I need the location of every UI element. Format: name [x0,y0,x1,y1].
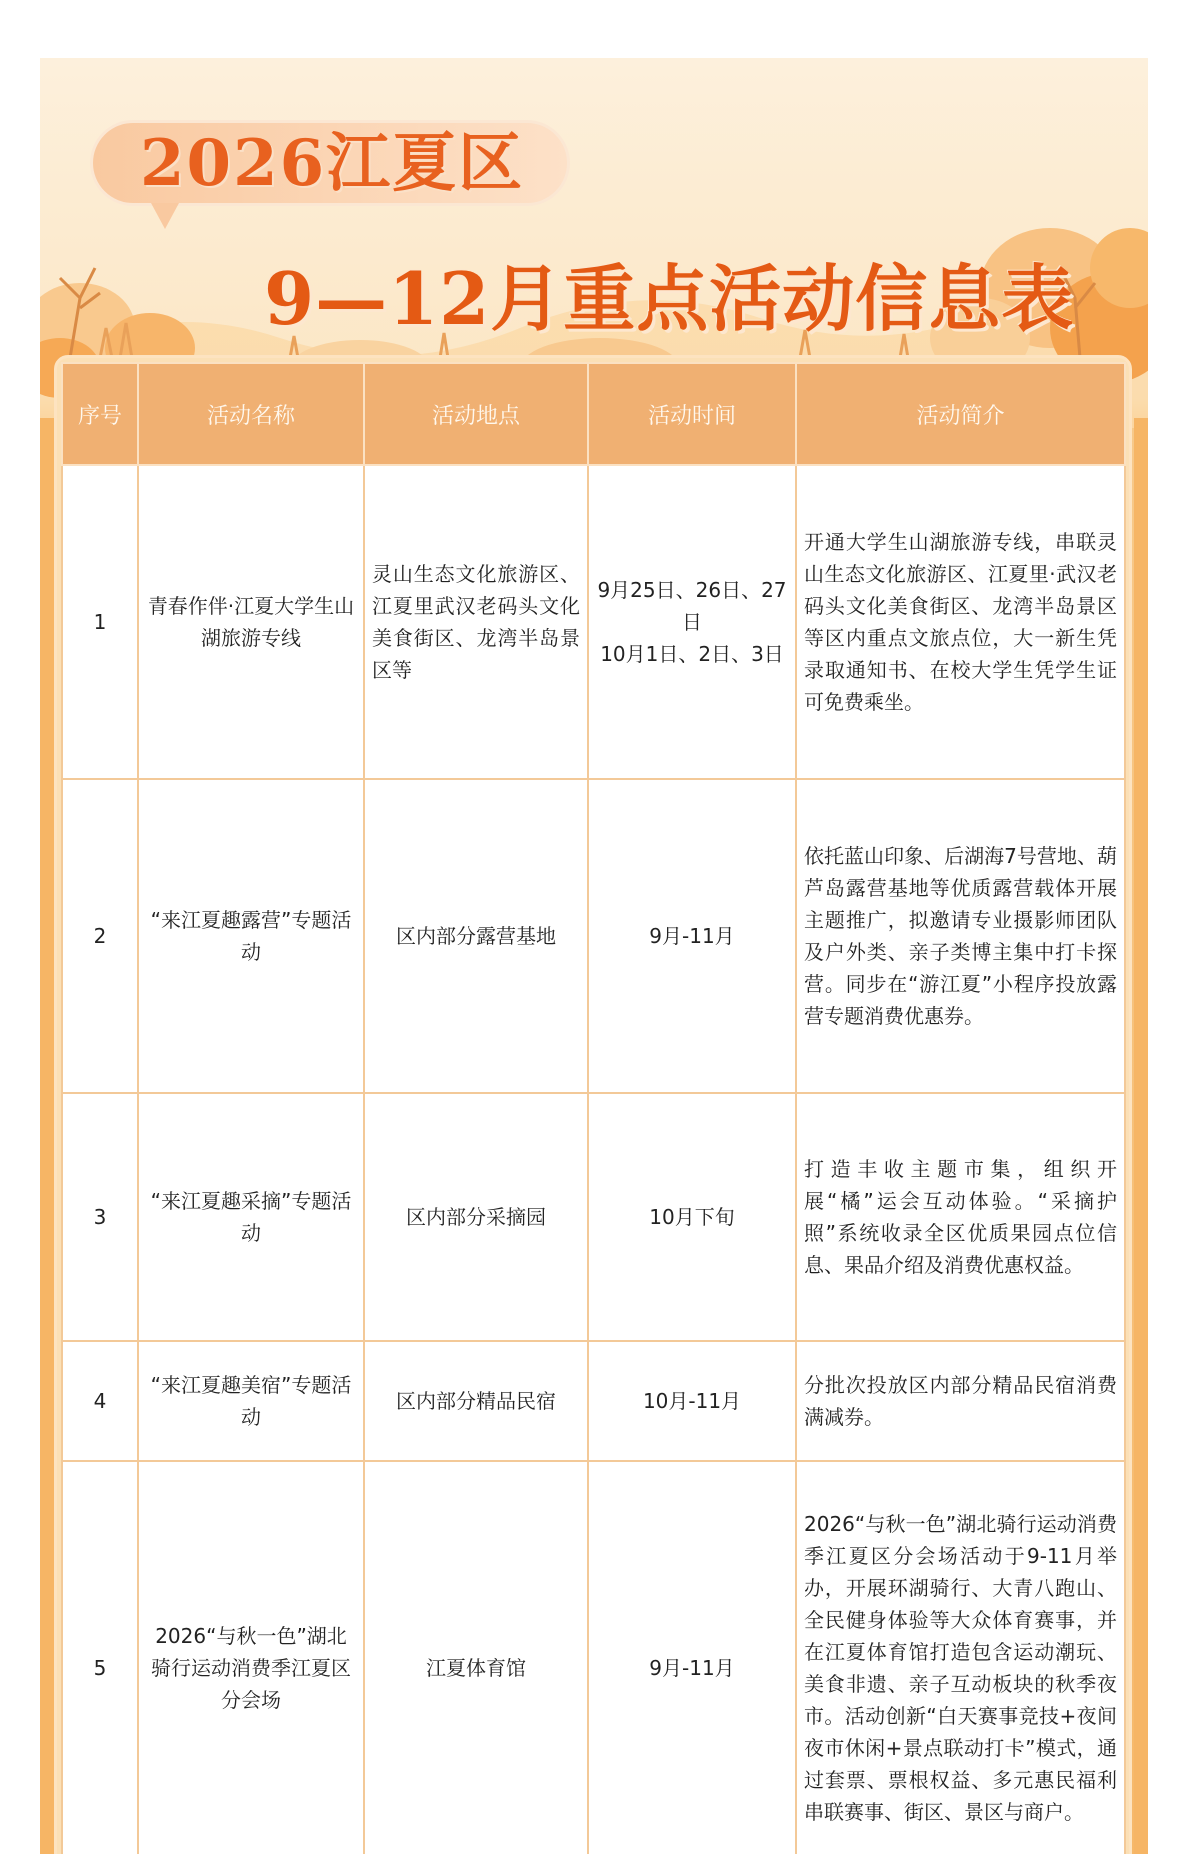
cell-time: 10月下旬 [588,1093,796,1341]
cell-time: 9月-11月 [588,779,796,1093]
cell-location: 灵山生态文化旅游区、江夏里武汉老码头文化美食街区、龙湾半岛景区等 [364,465,588,779]
table-row [62,465,1125,779]
table-row [62,779,1125,1093]
cell-name: 2026“与秋一色”湖北骑行运动消费季江夏区分会场 [138,1461,364,1854]
frame-left-border [40,418,54,1854]
cell-location: 区内部分精品民宿 [364,1341,588,1461]
cell-intro: 2026“与秋一色”湖北骑行运动消费季江夏区分会场活动于9-11月举办，开展环湖骑行、大青八跑山、全民健身体验等大众体育赛事，并在江夏体育馆打造包含运动潮玩、美食非遗、亲子互动板块的秋季夜市。活动创新“白天赛事竞技+夜间夜市休闲+景点联动打卡”模式，通过套票、票根权益、多元惠民福利串联赛事、街区、景区与商户。 [796,1461,1125,1854]
table-row [62,1341,1125,1461]
cell-location: 江夏体育馆 [364,1461,588,1854]
column-header-no: 序号 [62,363,138,465]
cell-time: 9月-11月 [588,1461,796,1854]
title-year-district: 2026江夏区 [140,126,525,201]
cell-intro: 依托蓝山印象、后湖海7号营地、葫芦岛露营基地等优质露营载体开展主题推广，拟邀请专业摄影师团队及户外类、亲子类博主集中打卡探营。同步在“游江夏”小程序投放露营专题消费优惠券。 [796,779,1125,1093]
column-header-name: 活动名称 [138,363,364,465]
cell-intro: 分批次投放区内部分精品民宿消费满减券。 [796,1341,1125,1461]
cell-no: 4 [62,1341,138,1461]
column-header-location: 活动地点 [364,363,588,465]
cell-no: 1 [62,465,138,779]
cell-no: 2 [62,779,138,1093]
activity-table [61,362,1126,1854]
table-header-row [62,363,1125,465]
cell-name: “来江夏趣采摘”专题活动 [138,1093,364,1341]
frame-right-border [1134,418,1148,1854]
cell-time: 9月25日、26日、27日 10月1日、2日、3日 [588,465,796,779]
cell-no: 3 [62,1093,138,1341]
cell-location: 区内部分采摘园 [364,1093,588,1341]
cell-time: 10月-11月 [588,1341,796,1461]
column-header-intro: 活动简介 [796,363,1125,465]
page-title: 9—12月重点活动信息表 [264,256,1075,341]
cell-name: “来江夏趣露营”专题活动 [138,779,364,1093]
cell-location: 区内部分露营基地 [364,779,588,1093]
cell-intro: 打造丰收主题市集，组织开展“橘”运会互动体验。“采摘护照”系统收录全区优质果园点位信息、果品介绍及消费优惠权益。 [796,1093,1125,1341]
cell-name: 青春作伴·江夏大学生山湖旅游专线 [138,465,364,779]
table-row [62,1093,1125,1341]
table-row [62,1461,1125,1854]
cell-no: 5 [62,1461,138,1854]
poster [40,58,1148,1854]
cell-intro: 开通大学生山湖旅游专线，串联灵山生态文化旅游区、江夏里·武汉老码头文化美食街区、龙湾半岛景区等区内重点文旅点位，大一新生凭录取通知书、在校大学生凭学生证可免费乘坐。 [796,465,1125,779]
column-header-time: 活动时间 [588,363,796,465]
cell-name: “来江夏趣美宿”专题活动 [138,1341,364,1461]
